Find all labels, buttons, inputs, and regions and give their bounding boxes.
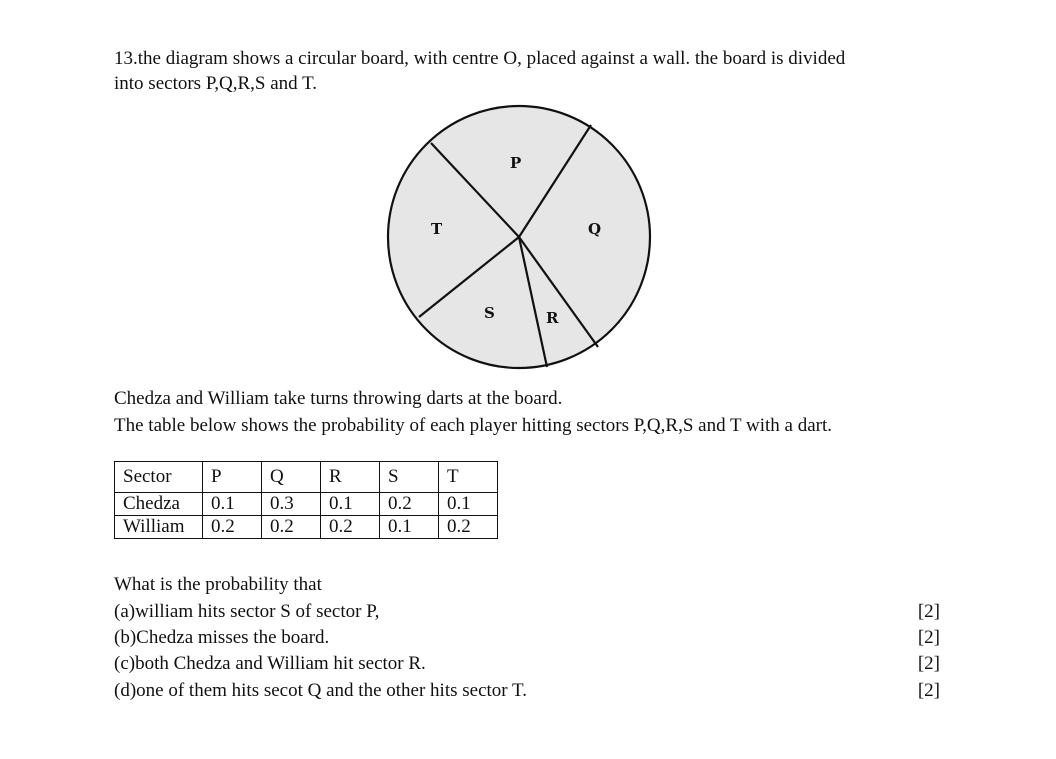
part-d-marks: [2] (917, 680, 940, 701)
context-line-2: The table below shows the probability of each player hitting sectors P,Q,R,S and T with a dart. (114, 415, 832, 436)
header-cell-q: Q (262, 462, 321, 493)
sector-label-p: P (510, 154, 522, 172)
table-row-william (115, 516, 498, 539)
table-header-row (115, 462, 498, 493)
sector-label-s: S (484, 304, 495, 322)
header-cell-r: R (321, 462, 380, 493)
part-a-marks: [2] (917, 601, 940, 622)
row-name-william: William (115, 516, 203, 539)
part-c-text: (c)both Chedza and William hit sector R. (114, 653, 426, 674)
cell-chedza-s: 0.2 (380, 493, 439, 516)
sector-label-r: R (546, 309, 559, 327)
sector-label-t: T (431, 220, 443, 238)
cell-william-t: 0.2 (439, 516, 498, 539)
cell-william-q: 0.2 (262, 516, 321, 539)
context-line-1: Chedza and William take turns throwing darts at the board. (114, 388, 563, 409)
row-name-chedza: Chedza (115, 493, 203, 516)
parts-prompt: What is the probability that (114, 574, 322, 595)
header-cell-s: S (380, 462, 439, 493)
sector-label-q: Q (588, 220, 602, 238)
cell-william-p: 0.2 (203, 516, 262, 539)
cell-chedza-p: 0.1 (203, 493, 262, 516)
header-cell-p: P (203, 462, 262, 493)
cell-william-r: 0.2 (321, 516, 380, 539)
part-b-text: (b)Chedza misses the board. (114, 627, 330, 648)
header-cell-t: T (439, 462, 498, 493)
probability-table (114, 461, 498, 539)
table-row-chedza (115, 493, 498, 516)
header-cell-sector: Sector (115, 462, 203, 493)
question-intro-line-1: 13.the diagram shows a circular board, with centre O, placed against a wall. the board is divided (114, 48, 846, 69)
cell-william-s: 0.1 (380, 516, 439, 539)
part-a-text: (a)william hits sector S of sector P, (114, 601, 380, 622)
cell-chedza-t: 0.1 (439, 493, 498, 516)
part-c-marks: [2] (917, 653, 940, 674)
cell-chedza-q: 0.3 (262, 493, 321, 516)
cell-chedza-r: 0.1 (321, 493, 380, 516)
part-d-text: (d)one of them hits secot Q and the other hits sector T. (114, 680, 527, 701)
question-intro-line-2: into sectors P,Q,R,S and T. (114, 73, 318, 94)
circular-board-diagram (380, 96, 670, 381)
part-b-marks: [2] (917, 627, 940, 648)
